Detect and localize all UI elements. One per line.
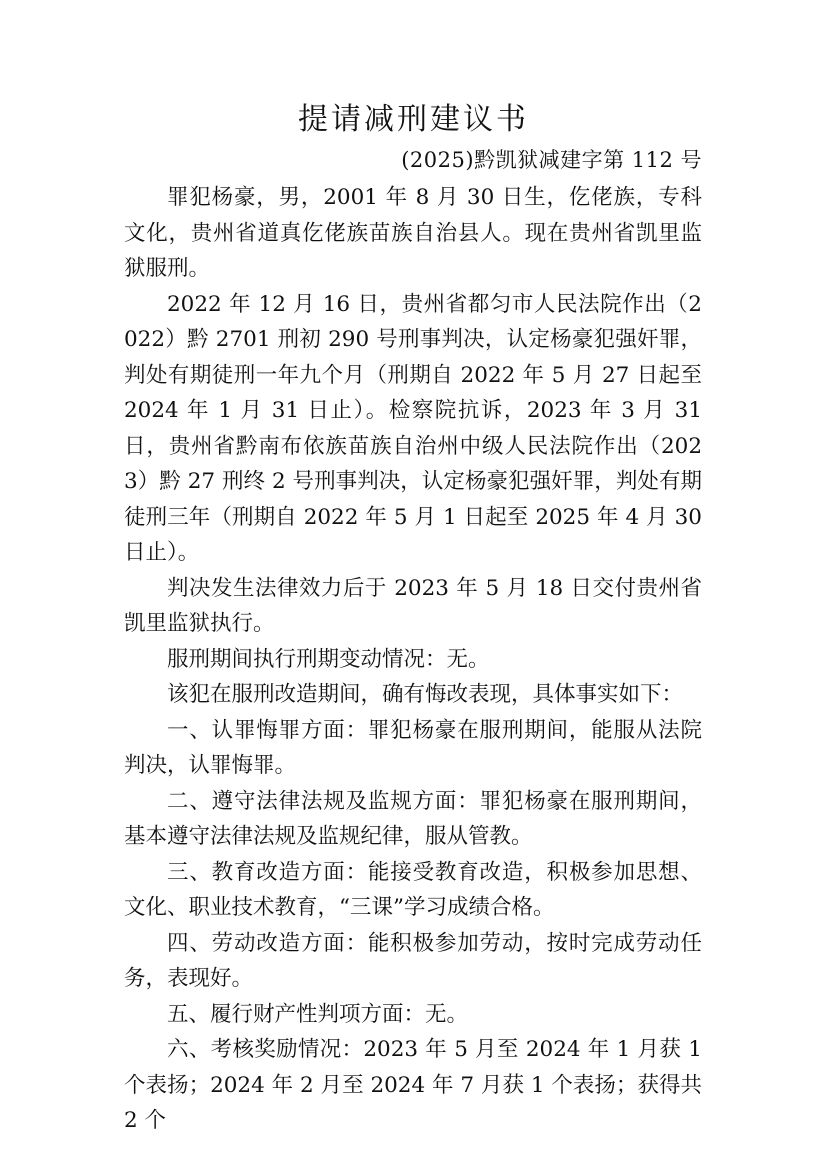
paragraph-item-3: 三、教育改造方面：能接受教育改造，积极参加思想、文化、职业技术教育，“三课”学习成绩合格。 xyxy=(124,859,702,920)
paragraph-personal-info: 罪犯杨豪，男，2001 年 8 月 30 日生，仡佬族，专科文化，贵州省道真仡佬族苗族自治县人。现在贵州省凯里监狱服刑。 xyxy=(124,185,702,281)
paragraph-item-2: 二、遵守法律法规及监规方面：罪犯杨豪在服刑期间，基本遵守法律法规及监规纪律，服从管教。 xyxy=(124,788,702,849)
paragraph-sentence-changes: 服刑期间执行刑期变动情况：无。 xyxy=(167,646,490,672)
document-body xyxy=(124,180,702,1139)
paragraph-item-1: 一、认罪悔罪方面：罪犯杨豪在服刑期间，能服从法院判决，认罪悔罪。 xyxy=(124,717,702,778)
paragraph-item-5: 五、履行财产性判项方面：无。 xyxy=(167,1001,469,1027)
paragraph-item-4: 四、劳动改造方面：能积极参加劳动，按时完成劳动任务，表现好。 xyxy=(124,930,702,991)
paragraph-judgment-history: 2022 年 12 月 16 日，贵州省都匀市人民法院作出（2022）黔 2701 刑初 290 号刑事判决，认定杨豪犯强奸罪，判处有期徒刑一年九个月（刑期自 2022 年 5 月 27 日起至 2024 年 1 月 31 日止）。检察院抗诉，2023 年 3 月 31 日，贵州省黔南布依族苗族自治州中级人民法院作出（2023）黔 27 刑终 2 号刑事判决，认定杨豪犯强奸罪，判处有期徒刑三年（刑期自 2022 年 5 月 1 日起至 2025 年 4 月 30 日止）。 xyxy=(124,291,702,565)
paragraph-repentance-intro: 该犯在服刑改造期间，确有悔改表现，具体事实如下： xyxy=(167,682,684,707)
paragraph-item-6: 六、考核奖励情况：2023 年 5 月至 2024 年 1 月获 1 个表扬；2024 年 2 月至 2024 年 7 月获 1 个表扬；获得共 2 个 xyxy=(124,1037,702,1133)
paragraph-execution: 判决发生法律效力后于 2023 年 5 月 18 日交付贵州省凯里监狱执行。 xyxy=(124,575,702,636)
document-number: (2025)黔凯狱减建字第 112 号 xyxy=(401,148,702,172)
document-title: 提请减刑建议书 xyxy=(298,102,529,137)
